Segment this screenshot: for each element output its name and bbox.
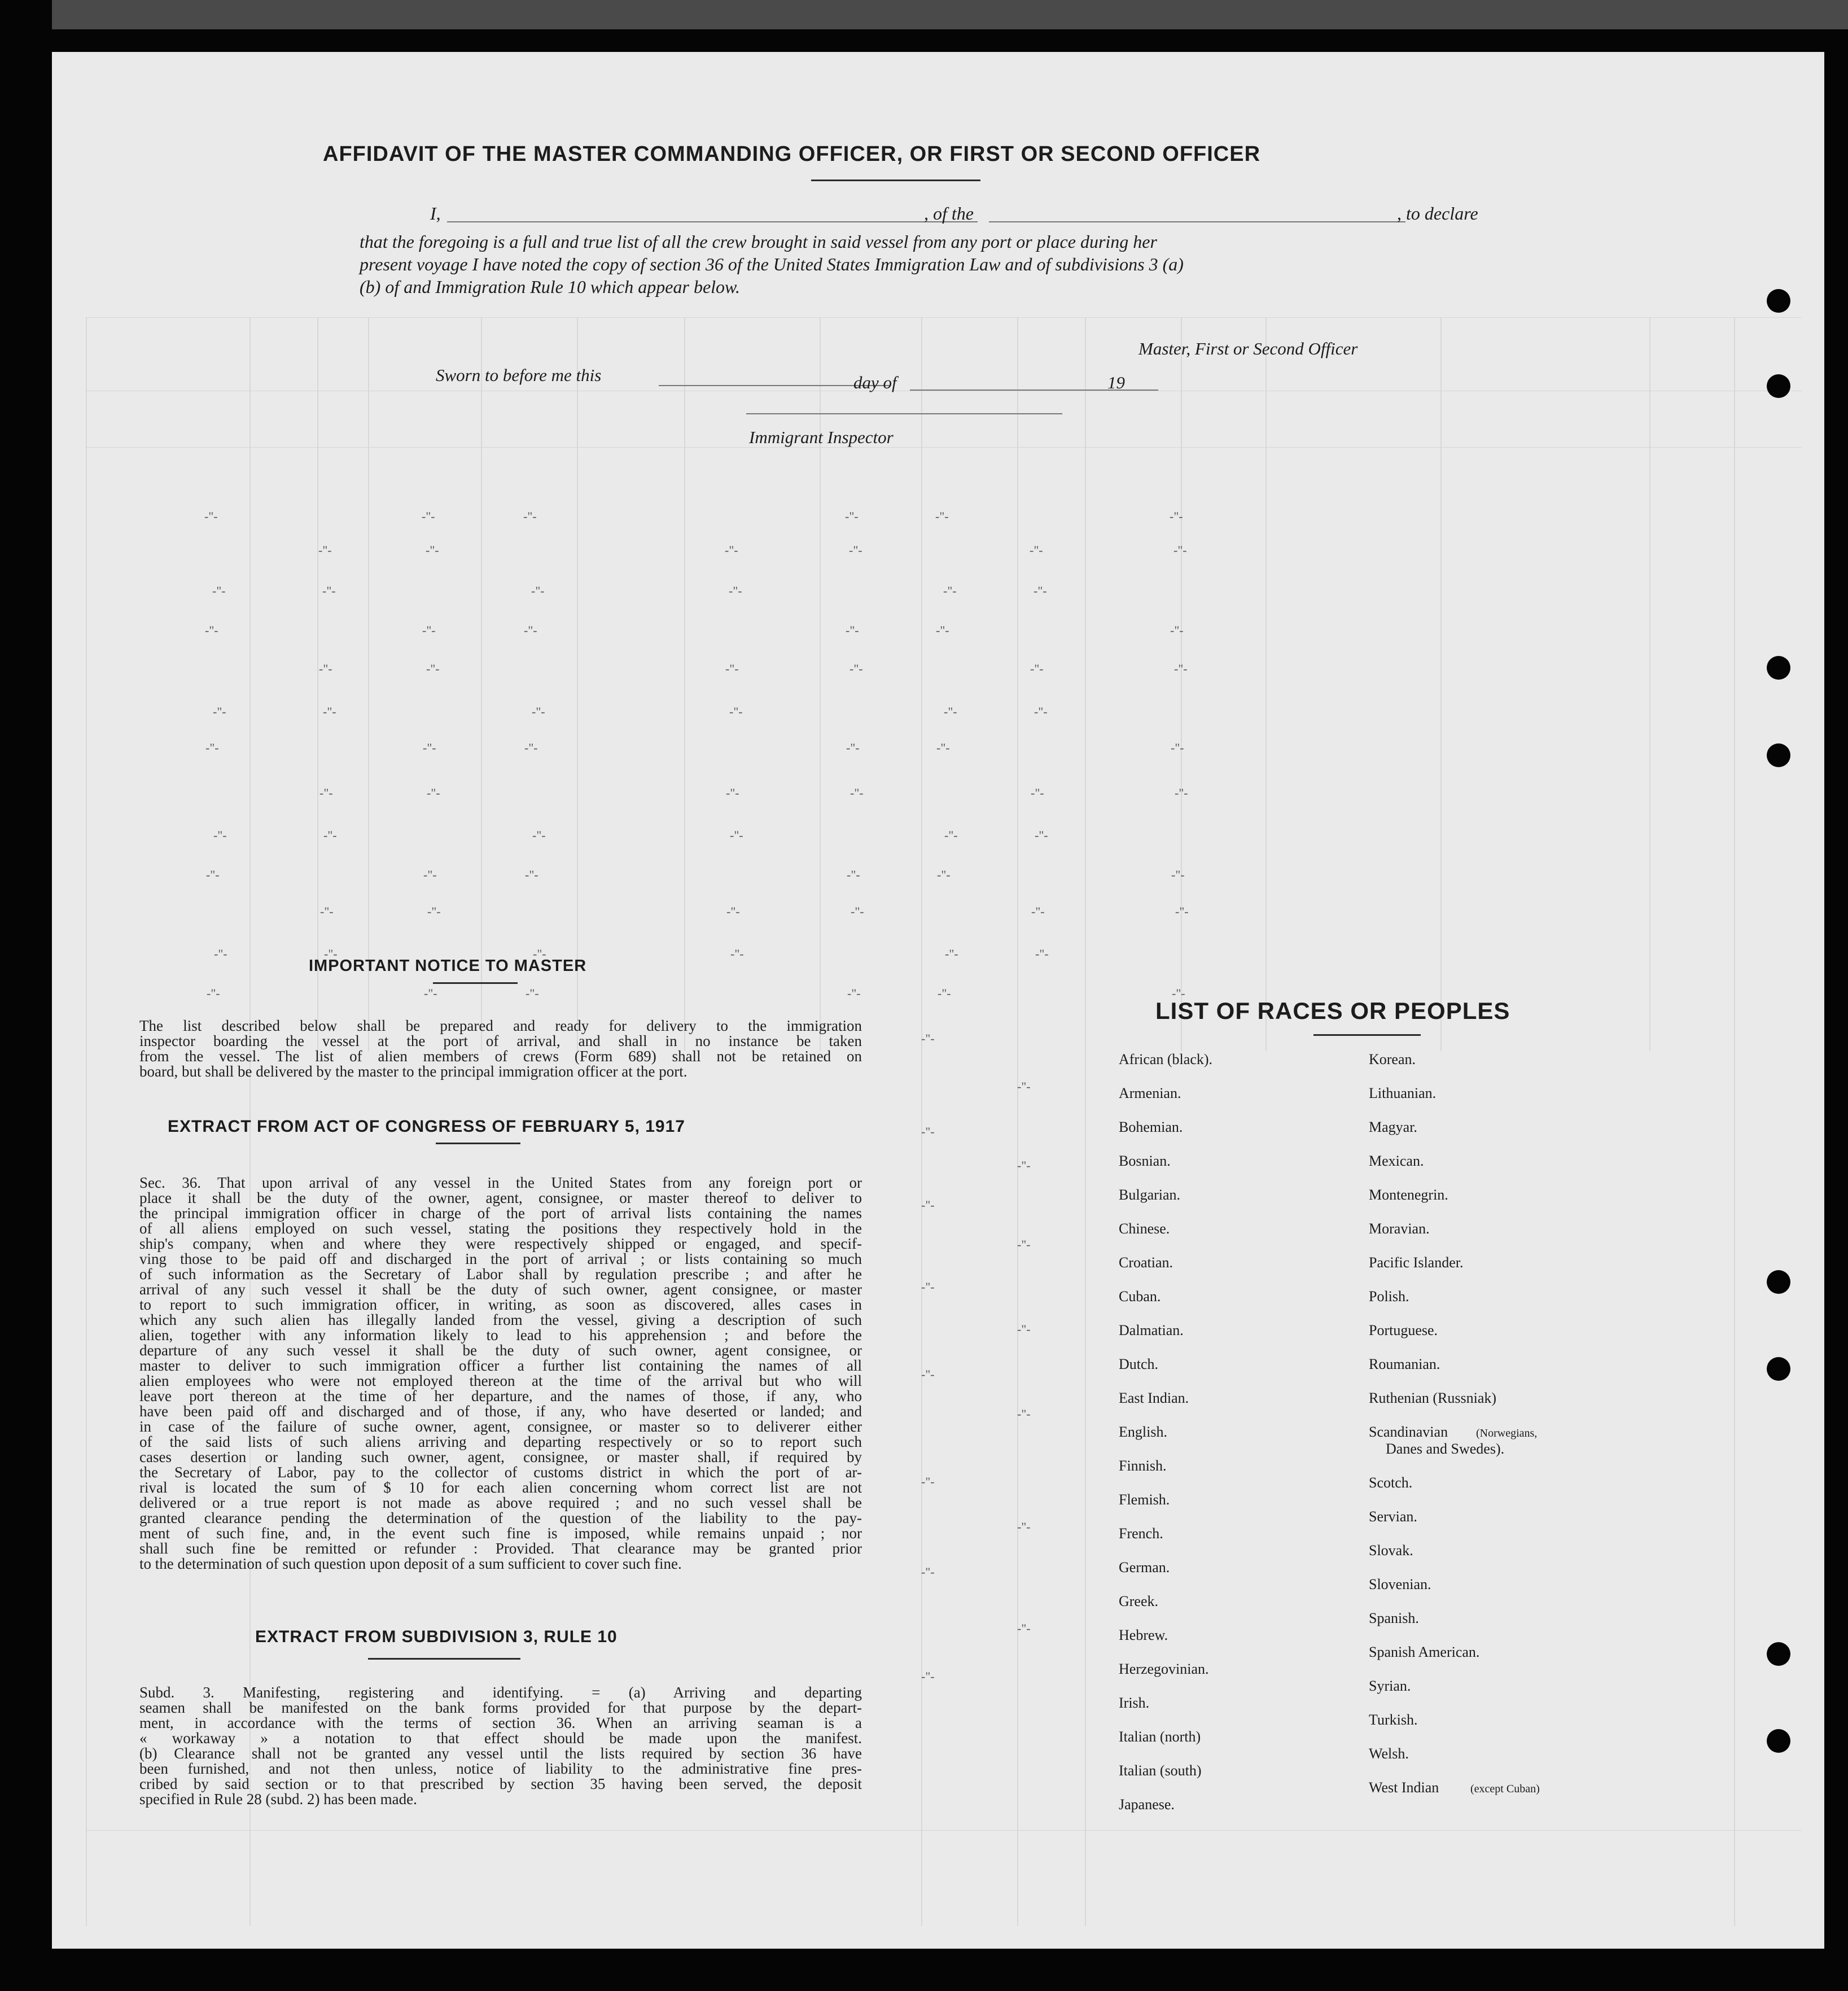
- rule-extract-underline: [368, 1658, 520, 1660]
- notice-line: from the vessel. The list of alien members of crews (Form 689) shall not be retained on: [139, 1048, 862, 1065]
- act-line: which any such alien has illegally landed from the vessel, giving a description of such: [139, 1311, 862, 1328]
- ditto-mark: -"-: [422, 623, 436, 637]
- binder-hole: [1767, 374, 1790, 398]
- act-line: the Secretary of Labor, pay to the collector of customs district in which the port of ar-: [139, 1464, 862, 1481]
- race-item: Montenegrin.: [1369, 1187, 1448, 1203]
- ditto-mark: -"-: [426, 662, 440, 676]
- ditto-mark: -"-: [423, 868, 437, 882]
- binder-hole: [1767, 289, 1790, 313]
- act-extract-title: EXTRACT FROM ACT OF CONGRESS OF FEBRUARY 5, 1917: [168, 1117, 685, 1136]
- inspector-label: Immigrant Inspector: [749, 427, 894, 447]
- ditto-mark: -"-: [422, 509, 435, 523]
- ditto-mark: -"-: [524, 741, 538, 755]
- race-item: Cuban.: [1119, 1288, 1161, 1305]
- ditto-mark: -"-: [1030, 662, 1044, 676]
- ditto-mark: -"-: [847, 868, 860, 882]
- ditto-mark: -"-: [849, 543, 862, 557]
- race-item: Bulgarian.: [1119, 1187, 1181, 1203]
- race-item: Ruthenian (Russniak): [1369, 1390, 1497, 1406]
- race-item: Italian (south): [1119, 1762, 1202, 1779]
- ditto-mark: -"-: [322, 584, 336, 598]
- ditto-mark: -"-: [726, 904, 740, 918]
- scanner-top-band: [52, 0, 1848, 29]
- ditto-mark: -"-: [1034, 704, 1048, 719]
- race-item: Bohemian.: [1119, 1119, 1183, 1135]
- race-item: Korean.: [1369, 1051, 1416, 1067]
- act-line: shall such fine be remitted or refunder : Provided. That clearance may be granted prior: [139, 1540, 862, 1557]
- title-underline: [811, 180, 980, 181]
- ditto-mark: -"-: [944, 828, 958, 842]
- race-item: African (black).: [1119, 1051, 1213, 1067]
- to-declare-label: , to declare: [1397, 203, 1478, 224]
- ditto-mark: -"-: [1172, 986, 1185, 1000]
- ditto-mark: -"-: [205, 741, 219, 755]
- ditto-mark: -"-: [323, 828, 337, 842]
- race-item: Syrian.: [1369, 1678, 1411, 1694]
- ditto-mark: -"-: [943, 584, 957, 598]
- notice-line: board, but shall be delivered by the master to the principal immigration officer at the port.: [139, 1063, 687, 1080]
- race-item: Finnish.: [1119, 1458, 1167, 1474]
- ditto-mark: -"-: [921, 1198, 935, 1212]
- ditto-mark: -"-: [1173, 543, 1187, 557]
- act-line: granted clearance pending the determination of the question of the liability to the pay-: [139, 1509, 862, 1526]
- race-item: Slovenian.: [1369, 1576, 1431, 1592]
- ditto-mark: -"-: [532, 828, 546, 842]
- ditto-mark: -"-: [945, 947, 958, 961]
- races-underline: [1313, 1034, 1421, 1036]
- ditto-mark: -"-: [207, 986, 220, 1000]
- ditto-mark: -"-: [921, 1031, 935, 1045]
- ditto-mark: -"-: [523, 509, 537, 523]
- race-item: Herzegovinian.: [1119, 1661, 1209, 1677]
- ditto-mark: -"-: [214, 947, 227, 961]
- ditto-mark: -"-: [944, 704, 957, 719]
- affidavit-prefix: I,: [430, 203, 441, 224]
- ditto-mark: -"-: [1175, 904, 1189, 918]
- ditto-mark: -"-: [532, 704, 545, 719]
- ditto-mark: -"-: [729, 584, 742, 598]
- ditto-mark: -"-: [851, 904, 864, 918]
- act-line: of such information as the Secretary of Labor shall by regulation prescribe ; and after he: [139, 1266, 862, 1283]
- binder-hole: [1767, 1270, 1790, 1294]
- race-item: Polish.: [1369, 1288, 1409, 1305]
- ditto-mark: -"-: [1175, 786, 1188, 800]
- ditto-mark: -"-: [849, 662, 863, 676]
- rule-extract-body: [139, 1685, 862, 1807]
- ditto-mark: -"-: [730, 947, 744, 961]
- race-item: Roumanian.: [1369, 1356, 1440, 1372]
- race-item: Irish.: [1119, 1695, 1150, 1711]
- year-label: 19: [1107, 373, 1125, 392]
- race-item: (except Cuban): [1470, 1783, 1540, 1795]
- ditto-mark: -"-: [423, 741, 436, 755]
- act-line: delivered or a true report is not made as above required ; and no such vessel shall be: [139, 1494, 862, 1511]
- race-item: Flemish.: [1119, 1491, 1170, 1508]
- ditto-mark: -"-: [1170, 509, 1183, 523]
- ditto-mark: -"-: [726, 786, 739, 800]
- race-item: (Norwegians,: [1476, 1427, 1538, 1439]
- rule-line: been furnished, and not then unless, notice of liability to the administrative fine pres-: [139, 1760, 862, 1777]
- rule-line: Subd. 3. Manifesting, registering and identifying. = (a) Arriving and departing: [139, 1684, 862, 1701]
- ditto-mark: -"-: [212, 584, 226, 598]
- ditto-mark: -"-: [319, 662, 332, 676]
- race-item: Armenian.: [1119, 1085, 1181, 1101]
- ditto-mark: -"-: [213, 704, 226, 719]
- ditto-mark: -"-: [921, 1367, 935, 1381]
- races-title: LIST OF RACES OR PEOPLES: [1155, 997, 1510, 1024]
- race-item: Bosnian.: [1119, 1153, 1171, 1169]
- act-line: to the determination of such question upon deposit of a sum sufficient to cover such fine.: [139, 1555, 682, 1572]
- document-page: [52, 52, 1824, 1949]
- race-item: English.: [1119, 1424, 1167, 1440]
- ditto-mark: -"-: [204, 509, 218, 523]
- act-line: master to deliver to such immigration officer a further list containing the names of all: [139, 1357, 862, 1374]
- ditto-mark: -"-: [921, 1565, 935, 1579]
- ditto-mark: -"-: [424, 986, 437, 1000]
- race-item: Croatian.: [1119, 1254, 1173, 1271]
- race-item: Italian (north): [1119, 1729, 1201, 1745]
- race-item: Hebrew.: [1119, 1627, 1168, 1643]
- ditto-mark: -"-: [921, 1669, 935, 1683]
- rule-extract-title: EXTRACT FROM SUBDIVISION 3, RULE 10: [255, 1627, 618, 1646]
- ditto-mark: -"-: [846, 741, 860, 755]
- ditto-mark: -"-: [725, 662, 739, 676]
- ditto-mark: -"-: [1171, 741, 1184, 755]
- act-line: leave port thereon at the time of her departure, and the names of those, if any, who: [139, 1388, 862, 1404]
- ditto-mark: -"-: [1017, 1322, 1031, 1336]
- binder-hole: [1767, 743, 1790, 767]
- ditto-mark: -"-: [1017, 1621, 1031, 1635]
- ditto-mark: -"-: [1034, 584, 1047, 598]
- rule-line: specified in Rule 28 (subd. 2) has been made.: [139, 1791, 417, 1808]
- act-line: ment of such fine, and, in the event such fine is imposed, while remains unpaid ; nor: [139, 1525, 862, 1542]
- ditto-mark: -"-: [427, 786, 440, 800]
- act-line: of the said lists of such aliens arriving and departing respectively or so to report such: [139, 1433, 862, 1450]
- binder-hole: [1767, 1642, 1790, 1666]
- act-extract-underline: [436, 1143, 520, 1144]
- act-line: the principal immigration officer in charge of the port of arrival lists containing the names: [139, 1205, 862, 1222]
- act-line: cases desertion or landing such owner, agent, consignee, or master shall, if required by: [139, 1449, 862, 1465]
- race-item: French.: [1119, 1525, 1163, 1542]
- ditto-mark: -"-: [524, 623, 537, 637]
- act-line: ship's company, when and where they were respectively shipped or engaged, and specif-: [139, 1235, 862, 1252]
- notice-line: The list described below shall be prepared and ready for delivery to the immigration: [139, 1017, 862, 1034]
- race-item: German.: [1119, 1559, 1170, 1576]
- act-line: alien, together with any information likely to lead to his apprehension ; and before the: [139, 1327, 862, 1344]
- ditto-mark: -"-: [921, 1124, 935, 1139]
- ditto-mark: -"-: [1035, 828, 1048, 842]
- affidavit-line-1: that the foregoing is a full and true list of all the crew brought in said vessel from any port or place during her: [360, 231, 1157, 252]
- ditto-mark: -"-: [426, 543, 439, 557]
- ditto-mark: -"-: [427, 904, 441, 918]
- act-line: alien employees who were not employed thereon at the time of the arrival but who will: [139, 1372, 862, 1389]
- act-extract-body: [139, 1175, 862, 1572]
- ditto-mark: -"-: [935, 509, 949, 523]
- rule-line: (b) Clearance shall not be granted any vessel until the lists required by section 36 have: [139, 1745, 862, 1762]
- ditto-mark: -"-: [525, 868, 538, 882]
- act-line: to report to such immigration officer, in writing, as soon as discovered, alles cases in: [139, 1296, 862, 1313]
- ditto-mark: -"-: [1174, 662, 1188, 676]
- ditto-mark: -"-: [320, 904, 334, 918]
- vessel-blank-line[interactable]: [989, 221, 1405, 222]
- race-item: Japanese.: [1119, 1796, 1175, 1813]
- races-right-column: Korean. Lithuanian. Magyar. Mexican. Montenegrin. Moravian. Pacific Islander. Polish. Portuguese. Roumanian. Ruthenian (Russniak) Scandinavian (Norwegians, Danes and Swedes). Scotch. Servian. Slovak. Slovenian. Spanish. Spanish American. Syrian. Turkish. Welsh. West Indian (except Cuban): [1369, 1051, 1662, 1814]
- race-item: Spanish American.: [1369, 1644, 1480, 1660]
- act-line: place it shall be the duty of the owner, agent, consignee, or master thereof to deliver to: [139, 1189, 862, 1206]
- rule-line: cribed by said section or to that prescribed by section 35 having been served, the deposit: [139, 1775, 862, 1792]
- race-item: Pacific Islander.: [1369, 1254, 1464, 1271]
- ditto-mark: -"-: [1017, 1407, 1031, 1421]
- race-item: Mexican.: [1369, 1153, 1424, 1169]
- race-item: West Indian: [1369, 1779, 1439, 1796]
- rule-line: « workaway » a notation to that effect should be made upon the manifest.: [139, 1730, 862, 1747]
- race-item: Dalmatian.: [1119, 1322, 1184, 1338]
- ditto-mark: -"-: [847, 986, 861, 1000]
- ditto-mark: -"-: [725, 543, 738, 557]
- race-item: Spanish.: [1369, 1610, 1419, 1626]
- binder-hole: [1767, 656, 1790, 680]
- ditto-mark: -"-: [729, 704, 743, 719]
- race-item: East Indian.: [1119, 1390, 1189, 1406]
- ditto-mark: -"-: [936, 741, 950, 755]
- ditto-mark: -"-: [1017, 1158, 1031, 1172]
- ditto-mark: -"-: [1170, 623, 1184, 637]
- master-signature-label: Master, First or Second Officer: [1138, 339, 1358, 358]
- race-item: Moravian.: [1369, 1220, 1430, 1237]
- ditto-mark: -"-: [1171, 868, 1185, 882]
- race-item: Turkish.: [1369, 1712, 1418, 1728]
- race-item: Lithuanian.: [1369, 1085, 1437, 1101]
- race-item: Danes and Swedes).: [1386, 1441, 1505, 1457]
- sworn-label: Sworn to before me this: [436, 365, 602, 385]
- races-left-column: [1119, 1051, 1333, 1830]
- ditto-mark: -"-: [1031, 786, 1044, 800]
- race-item: Scotch.: [1369, 1474, 1413, 1491]
- affidavit-line-3: (b) of and Immigration Rule 10 which appear below.: [360, 277, 740, 297]
- ditto-mark: -"-: [937, 868, 951, 882]
- binder-hole: [1767, 1729, 1790, 1753]
- race-item: Greek.: [1119, 1593, 1159, 1609]
- ditto-mark: -"-: [1031, 904, 1045, 918]
- ditto-mark: -"-: [1035, 947, 1049, 961]
- ditto-mark: -"-: [938, 986, 951, 1000]
- act-line: rival is located the sum of $ 10 for each alien concerning whom correct list are not: [139, 1479, 862, 1496]
- race-item: Dutch.: [1119, 1356, 1159, 1372]
- ditto-mark: -"-: [1017, 1520, 1031, 1534]
- ditto-mark: -"-: [936, 623, 949, 637]
- ditto-mark: -"-: [319, 786, 333, 800]
- act-line: have been paid off and discharged and of those, if any, who have deserted or landed; and: [139, 1403, 862, 1420]
- ditto-mark: -"-: [921, 1474, 935, 1489]
- act-line: in case of the failure of suche owner, agent, consignee, or master so to deliverer either: [139, 1418, 862, 1435]
- ditto-mark: -"-: [845, 509, 859, 523]
- ditto-mark: -"-: [324, 947, 338, 961]
- ditto-mark: -"-: [850, 786, 864, 800]
- ditto-mark: -"-: [1030, 543, 1043, 557]
- notice-underline: [433, 982, 518, 984]
- ditto-mark: -"-: [846, 623, 859, 637]
- race-item: Slovak.: [1369, 1542, 1413, 1559]
- ditto-mark: -"-: [526, 986, 539, 1000]
- ditto-mark: -"-: [730, 828, 743, 842]
- rule-line: ment, in accordance with the terms of section 36. When an arriving seaman is a: [139, 1714, 862, 1731]
- race-item: Servian.: [1369, 1508, 1417, 1525]
- ditto-mark: -"-: [1017, 1237, 1031, 1252]
- ditto-mark: -"-: [531, 584, 545, 598]
- ditto-mark: -"-: [205, 623, 218, 637]
- act-line: Sec. 36. That upon arrival of any vessel in the United States from any foreign port or: [139, 1174, 862, 1191]
- act-line: departure of any such vessel it shall be the duty of such owner, agent consignee, or: [139, 1342, 862, 1359]
- ditto-mark: -"-: [318, 543, 332, 557]
- binder-hole: [1767, 1357, 1790, 1381]
- day-of-label: day of: [853, 373, 897, 392]
- notice-title: IMPORTANT NOTICE TO MASTER: [309, 957, 587, 975]
- of-the-label: , of the: [924, 203, 974, 224]
- affidavit-title: AFFIDAVIT OF THE MASTER COMMANDING OFFICER, OR FIRST OR SECOND OFFICER: [323, 142, 1261, 166]
- notice-body: [139, 1018, 862, 1079]
- inspector-signature-line[interactable]: [746, 413, 1062, 414]
- act-line: of all aliens employed on such vessel, stating the positions they respectively hold in the: [139, 1220, 862, 1237]
- race-item: Magyar.: [1369, 1119, 1417, 1135]
- race-item: Portuguese.: [1369, 1322, 1438, 1338]
- act-line: arrival of any such vessel it shall be the duty of such owner, agent consignee, or master: [139, 1281, 862, 1298]
- ditto-mark: -"-: [323, 704, 336, 719]
- ditto-mark: -"-: [533, 947, 546, 961]
- affidavit-line-2: present voyage I have noted the copy of section 36 of the United States Immigration Law and of subdivisions 3 (a): [360, 254, 1184, 274]
- ditto-mark: -"-: [1017, 1079, 1031, 1093]
- act-line: ving those to be paid off and discharged in the port of arrival ; or lists containing so much: [139, 1250, 862, 1267]
- rule-line: seamen shall be manifested on the bank forms provided for that purpose by the depart-: [139, 1699, 862, 1716]
- ditto-mark: -"-: [206, 868, 220, 882]
- ditto-mark: -"-: [213, 828, 227, 842]
- race-item: Welsh.: [1369, 1745, 1409, 1762]
- race-item: Chinese.: [1119, 1220, 1170, 1237]
- notice-line: inspector boarding the vessel at the port of arrival, and shall in no instance be taken: [139, 1032, 862, 1049]
- ditto-mark: -"-: [921, 1280, 935, 1294]
- name-blank-line[interactable]: [447, 221, 978, 222]
